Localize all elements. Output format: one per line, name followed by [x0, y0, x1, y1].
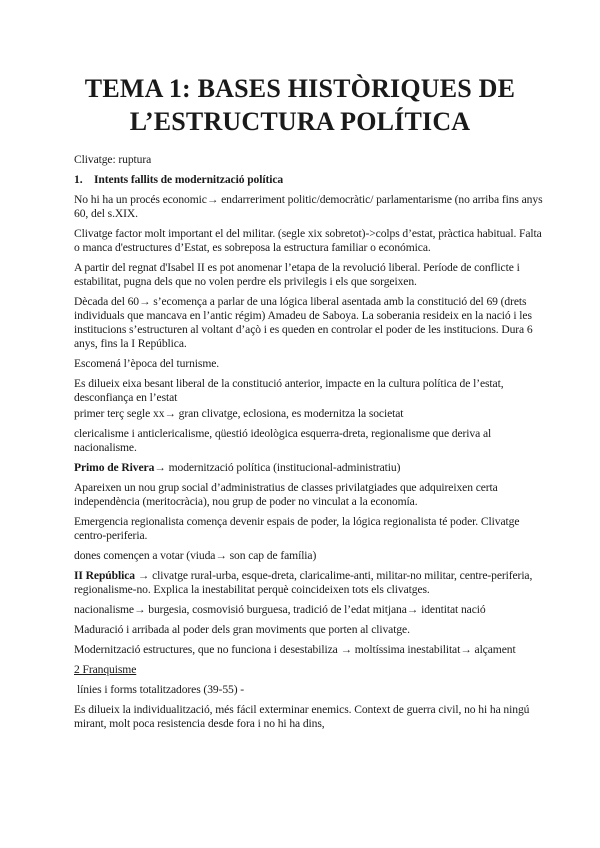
paragraph-18: Es dilueix la individualització, més fácil exterminar enemics. Context de guerra civil, no hi ha ningú mirant, molt poca resistencia desde fora i no hi ha dins,: [74, 703, 530, 730]
paragraph-13: [74, 569, 544, 597]
paragraph-4: Dècada del 60→ s’ecomença a parlar de una lógica liberal asentada amb la constitució del 69 (drets individuals que mancava en l’antic régim) Amadeu de Saboya. La soberania resideix en la nació i les institucions s’estructuren al voltant d’açò i es queden en controlar el poder de les institucions. Dura 6 anys, fins la I República.: [74, 295, 533, 350]
paragraph-15: Maduració i arribada al poder dels gran moviments que porten al clivatge.: [74, 623, 410, 636]
paragraph-9-text: → modernització política (institucional-administratiu): [154, 461, 401, 474]
paragraph-11: Emergencia regionalista comença devenir espais de poder, la lógica regionalista té poder. Clivatge centro-periferia.: [74, 515, 520, 542]
document-title: [0, 72, 600, 138]
document-body: [74, 153, 544, 737]
section-1-heading: [74, 173, 544, 187]
paragraph-16: Modernització estructures, que no funciona i desestabiliza → moltíssima inestabilitat→ alçament: [74, 643, 516, 656]
section-1-title: Intents fallits de modernització política: [94, 173, 284, 186]
paragraph-9: [74, 461, 544, 475]
paragraph-2: Clivatge factor molt important el del militar. (segle xix sobretot)->colps d’estat, pràctica habitual. Falta o manca d'estructures d’Estat, es sobreposa la estructura familiar o económica.: [74, 227, 542, 254]
paragraph-5: Escomená l’època del turnisme.: [74, 357, 220, 370]
clivatge-label: Clivatge: ruptura: [74, 153, 152, 166]
paragraph-7: primer terç segle xx→ gran clivatge, eclosiona, es modernitza la societat: [74, 407, 404, 420]
section-1-number: 1.: [74, 173, 83, 186]
paragraph-14: nacionalisme→ burgesia, cosmovisió burguesa, tradició de l’edat mitjana→ identitat nació: [74, 603, 486, 616]
title-line-2: L’ESTRUCTURA POLÍTICA: [129, 107, 471, 136]
paragraph-3: A partir del regnat d'Isabel II es pot anomenar l’etapa de la revolució liberal. Període de conflicte i estabilitat, pugna dels que no volen perdre els privilegis i els que sorgeixen.: [74, 261, 520, 288]
paragraph-13-text: → clivatge rural-urba, esque-dreta, claricalime-anti, militar-no militar, centre-periferia, regionalisme-no. Explica la inestabilitat perquè coincideixen tots els clivatges.: [74, 569, 533, 596]
section-2-heading: 2 Franquisme: [74, 663, 137, 676]
paragraph-6: Es dilueix eixa besant liberal de la constitució anterior, impacte en la cultura política de l’estat, desconfiança en l’estat: [74, 377, 504, 404]
primo-de-rivera-label: Primo de Rivera: [74, 461, 155, 474]
segona-republica-label: II República: [74, 569, 135, 582]
paragraph-8: clericalisme i anticlericalisme, qüestió ideològica esquerra-dreta, regionalisme que deriva al nacionalisme.: [74, 427, 492, 454]
paragraph-17: línies i forms totalitzadores (39-55) -: [77, 683, 245, 696]
paragraph-10: Apareixen un nou grup social d’administratius de classes privilatgiades que adquireixen certa independència (meritocràcia), nou grup de poder no vinculat a la economía.: [74, 481, 498, 508]
paragraph-1: No hi ha un procés economic→ endarreriment politic/democràtic/ parlamentarisme (no arriba fins anys 60, del s.XIX.: [74, 193, 543, 220]
title-line-1: TEMA 1: BASES HISTÒRIQUES DE: [84, 74, 516, 103]
paragraph-12: dones començen a votar (viuda→ son cap de família): [74, 549, 317, 562]
